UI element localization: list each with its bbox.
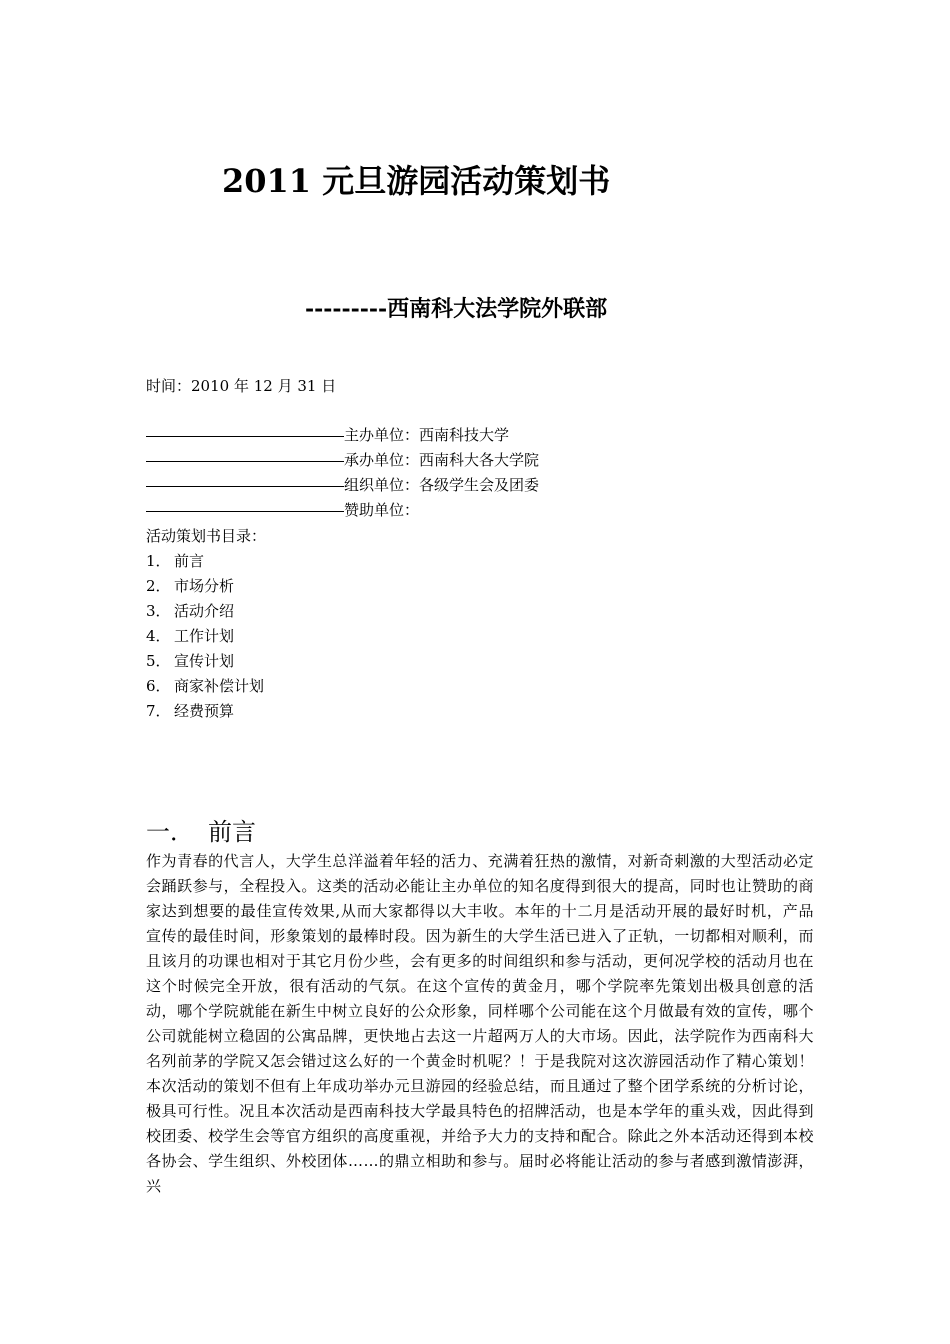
toc-item	[146, 599, 266, 624]
horizontal-rule	[146, 436, 344, 437]
horizontal-rule	[146, 461, 344, 462]
section-title: 前言	[208, 818, 256, 846]
organizer-label: 承办单位：西南科大各大学院	[344, 451, 540, 469]
organizer-row	[146, 473, 539, 498]
organizer-row	[146, 498, 539, 523]
toc-item-label: 活动介绍	[174, 602, 235, 620]
organizer-row	[146, 423, 539, 448]
organizer-label: 赞助单位：	[344, 501, 420, 519]
horizontal-rule	[146, 486, 344, 487]
horizontal-rule	[146, 511, 344, 512]
toc-item-number: 1．	[146, 552, 171, 570]
toc-item	[146, 649, 266, 674]
toc-item-number: 7．	[146, 702, 171, 720]
section-number: 一．	[146, 818, 194, 846]
toc-item-label: 市场分析	[174, 577, 235, 595]
organizer-label: 主办单位：西南科技大学	[344, 426, 510, 444]
toc-item-label: 工作计划	[174, 627, 235, 645]
toc-item	[146, 674, 266, 699]
document-title: 2011 元旦游园活动策划书	[222, 162, 611, 200]
toc-item-label: 宣传计划	[174, 652, 235, 670]
toc-item	[146, 624, 266, 649]
toc-item-number: 4．	[146, 627, 171, 645]
section-heading	[146, 812, 256, 847]
organizer-label: 组织单位：各级学生会及团委	[344, 476, 540, 494]
toc-item-number: 3．	[146, 602, 171, 620]
toc-item-number: 2．	[146, 577, 171, 595]
toc-item	[146, 574, 266, 599]
toc-item-label: 前言	[174, 552, 205, 570]
table-of-contents	[146, 524, 266, 724]
organizer-list	[146, 423, 539, 523]
document-date: 时间：2010 年 12 月 31 日	[146, 377, 337, 395]
toc-item-number: 6．	[146, 677, 171, 695]
toc-item-number: 5．	[146, 652, 171, 670]
toc-item-label: 经费预算	[174, 702, 235, 720]
section-body: 作为青春的代言人，大学生总洋溢着年轻的活力、充满着狂热的激情，对新奇刺激的大型活动必定会踊跃参与，全程投入。这类的活动必能让主办单位的知名度得到很大的提高，同时也让赞助的商家达到想要的最佳宣传效果,从而大家都得以大丰收。本年的十二月是活动开展的最好时机，产品宣传的最佳时间，形象策划的最棒时段。因为新生的大学生活已进入了正轨，一切都相对顺利，而且该月的功课也相对于其它月份少些，会有更多的时间组织和参与活动，更何况学校的活动月也在这个时候完全开放，很有活动的气氛。在这个宣传的黄金月，哪个学院率先策划出极具创意的活动，哪个学院就能在新生中树立良好的公众形象，同样哪个公司能在这个月做最有效的宣传，哪个公司就能树立稳固的公寓品牌，更快地占去这一片超两万人的大市场。因此，法学院作为西南科大名列前茅的学院又怎会错过这么好的一个黄金时机呢？！于是我院对这次游园活动作了精心策划！本次活动的策划不但有上年成功举办元旦游园的经验总结，而且通过了整个团学系统的分析讨论，极具可行性。况且本次活动是西南科技大学最具特色的招牌活动，也是本学年的重头戏，因此得到校团委、校学生会等官方组织的高度重视，并给予大力的支持和配合。除此之外本活动还得到本校各协会、学生组织、外校团体……的鼎立相助和参与。届时必将能让活动的参与者感到激情澎湃，兴	[146, 852, 814, 1195]
toc-item	[146, 699, 266, 724]
toc-heading: 活动策划书目录：	[146, 527, 267, 545]
document-subtitle: ---------西南科大法学院外联部	[305, 296, 608, 322]
organizer-row	[146, 448, 539, 473]
toc-item-label: 商家补偿计划	[174, 677, 265, 695]
toc-item	[146, 549, 266, 574]
